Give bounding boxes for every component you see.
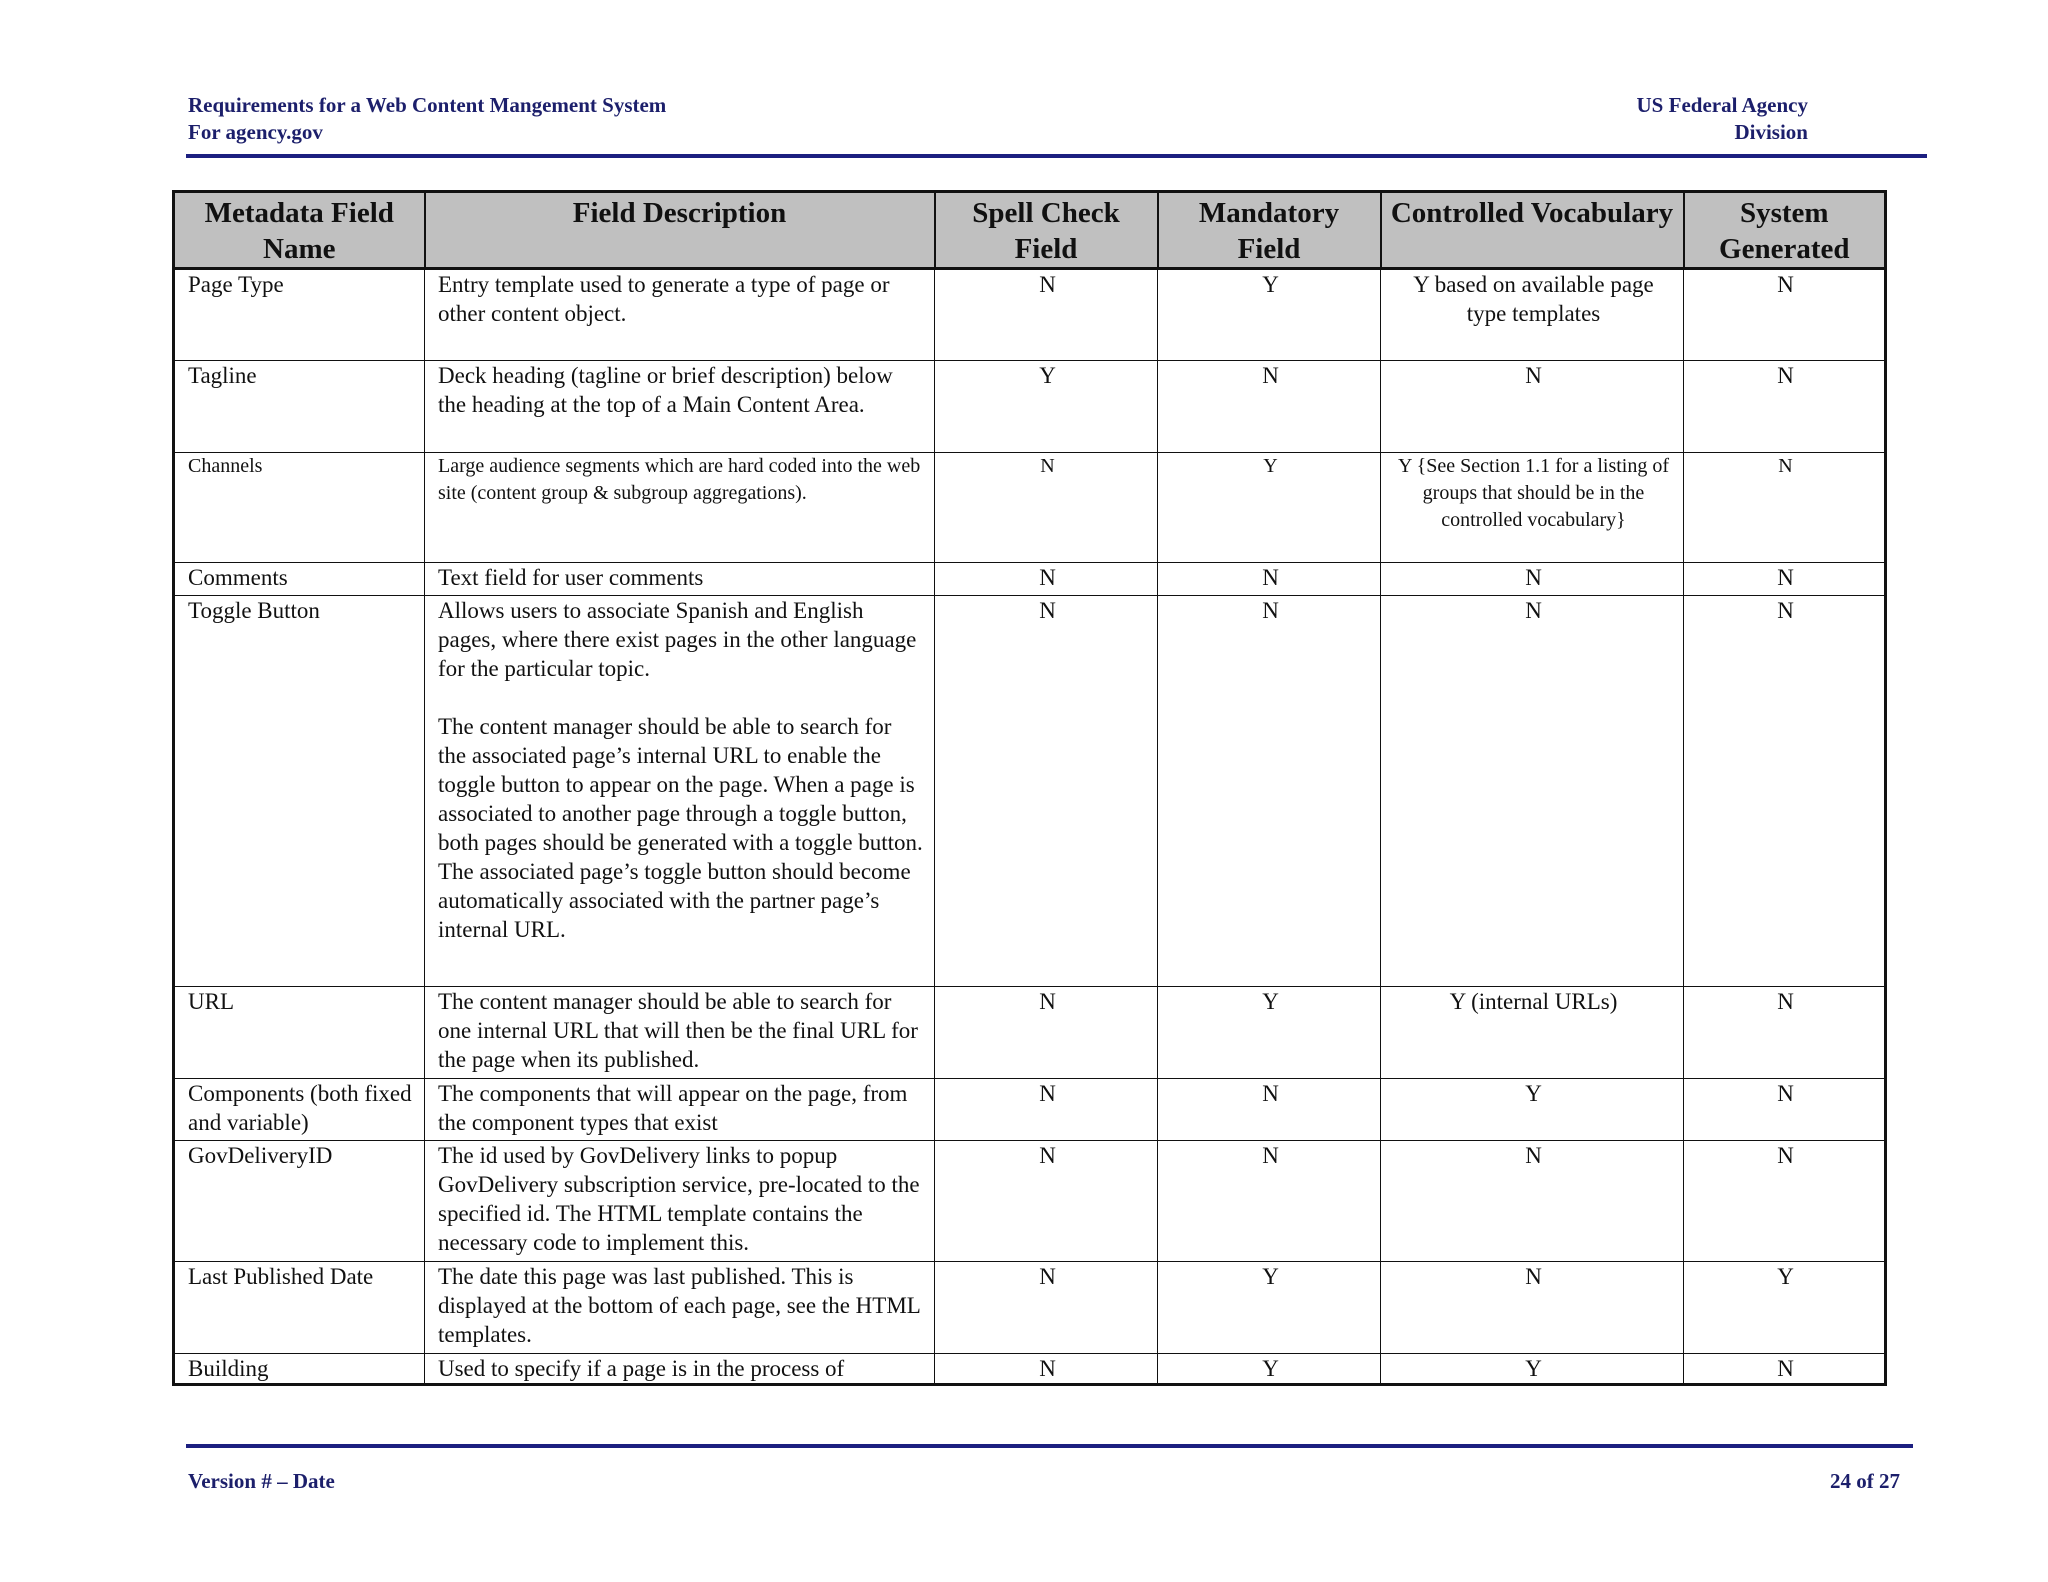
mandatory-cell: Y	[1158, 1354, 1381, 1385]
description-paragraph: The date this page was last published. This is displayed at the bottom of each page, see the HTML templates.	[438, 1264, 920, 1347]
field-name-cell: Toggle Button	[174, 596, 425, 987]
document-header-right	[1637, 92, 1808, 146]
spell-check-cell: N	[935, 269, 1158, 361]
system-generated-cell: N	[1684, 1079, 1886, 1141]
paragraph-gap	[438, 683, 924, 712]
controlled-vocabulary-cell: Y (internal URLs)	[1381, 987, 1684, 1079]
page-number: 24 of 27	[1830, 1469, 1900, 1493]
division-name: Division	[1734, 120, 1808, 144]
system-generated-cell: N	[1684, 453, 1886, 563]
description-paragraph: The id used by GovDelivery links to popup GovDelivery subscription service, pre-located to the specified id. The HTML template contains the necessary code to implement this.	[438, 1143, 920, 1255]
field-name-cell: GovDeliveryID	[174, 1141, 425, 1262]
field-description-cell	[425, 1262, 935, 1354]
field-description-cell	[425, 361, 935, 453]
table-row	[174, 596, 1886, 987]
system-generated-cell: N	[1684, 987, 1886, 1079]
column-header-mandatory: Mandatory Field	[1158, 192, 1381, 269]
system-generated-cell: Y	[1684, 1262, 1886, 1354]
spell-check-cell: N	[935, 1079, 1158, 1141]
table-row	[174, 1141, 1886, 1262]
table-row	[174, 563, 1886, 596]
footer-divider	[186, 1444, 1913, 1448]
description-paragraph: The content manager should be able to search for the associated page’s internal URL to enable the toggle button to appear on the page. When a page is associated to another page through a toggle button, both pages should be generated with a toggle button. The associated page’s toggle button should become automatically associated with the partner page’s internal URL.	[438, 714, 923, 942]
mandatory-cell: N	[1158, 596, 1381, 987]
controlled-vocabulary-cell: Y	[1381, 1079, 1684, 1141]
field-description-cell	[425, 563, 935, 596]
table-row	[174, 361, 1886, 453]
field-name-cell: Page Type	[174, 269, 425, 361]
controlled-vocabulary-cell: Y {See Section 1.1 for a listing of groups that should be in the controlled vocabulary}	[1381, 453, 1684, 563]
header-divider	[186, 154, 1927, 158]
table-row	[174, 1079, 1886, 1141]
table-header-row	[174, 192, 1886, 269]
system-generated-cell: N	[1684, 269, 1886, 361]
table-row	[174, 269, 1886, 361]
controlled-vocabulary-cell: N	[1381, 361, 1684, 453]
system-generated-cell: N	[1684, 563, 1886, 596]
field-description-cell	[425, 1079, 935, 1141]
description-paragraph: Allows users to associate Spanish and English pages, where there exist pages in the other language for the particular topic.	[438, 598, 917, 681]
mandatory-cell: Y	[1158, 453, 1381, 563]
controlled-vocabulary-cell: N	[1381, 596, 1684, 987]
description-paragraph: The components that will appear on the page, from the component types that exist	[438, 1081, 908, 1135]
description-paragraph: Used to specify if a page is in the process of	[438, 1356, 845, 1381]
document-subtitle: For agency.gov	[188, 120, 323, 144]
spell-check-cell: Y	[935, 361, 1158, 453]
version-date: Version # – Date	[188, 1469, 335, 1493]
field-name-cell: Last Published Date	[174, 1262, 425, 1354]
system-generated-cell: N	[1684, 596, 1886, 987]
controlled-vocabulary-cell: N	[1381, 563, 1684, 596]
field-name-cell: Comments	[174, 563, 425, 596]
spell-check-cell: N	[935, 596, 1158, 987]
table-row	[174, 1262, 1886, 1354]
column-header-field-name: Metadata Field Name	[174, 192, 425, 269]
field-name-cell: Tagline	[174, 361, 425, 453]
controlled-vocabulary-cell: Y	[1381, 1354, 1684, 1385]
spell-check-cell: N	[935, 453, 1158, 563]
table-row	[174, 453, 1886, 563]
controlled-vocabulary-cell: N	[1381, 1262, 1684, 1354]
column-header-system-generated: System Generated	[1684, 192, 1886, 269]
system-generated-cell: N	[1684, 1141, 1886, 1262]
field-description-cell	[425, 596, 935, 987]
column-header-field-description: Field Description	[425, 192, 935, 269]
description-paragraph: Deck heading (tagline or brief description) below the heading at the top of a Main Content Area.	[438, 363, 893, 417]
field-description-cell	[425, 1141, 935, 1262]
spell-check-cell: N	[935, 1141, 1158, 1262]
description-paragraph: Entry template used to generate a type of page or other content object.	[438, 272, 890, 326]
column-header-controlled-vocabulary: Controlled Vocabulary	[1381, 192, 1684, 269]
mandatory-cell: N	[1158, 1079, 1381, 1141]
mandatory-cell: Y	[1158, 269, 1381, 361]
spell-check-cell: N	[935, 987, 1158, 1079]
field-name-cell: Building	[174, 1354, 425, 1385]
agency-name: US Federal Agency	[1636, 93, 1808, 117]
field-description-cell	[425, 453, 935, 563]
field-description-cell	[425, 1354, 935, 1385]
table-row	[174, 987, 1886, 1079]
system-generated-cell: N	[1684, 1354, 1886, 1385]
field-name-cell: Channels	[174, 453, 425, 563]
document-title: Requirements for a Web Content Mangement System	[188, 93, 667, 117]
field-description-cell	[425, 269, 935, 361]
field-name-cell: Components (both fixed and variable)	[174, 1079, 425, 1141]
mandatory-cell: Y	[1158, 1262, 1381, 1354]
controlled-vocabulary-cell: Y based on available page type templates	[1381, 269, 1684, 361]
mandatory-cell: N	[1158, 563, 1381, 596]
field-description-cell	[425, 987, 935, 1079]
description-paragraph: The content manager should be able to search for one internal URL that will then be the final URL for the page when its published.	[438, 989, 918, 1072]
spell-check-cell: N	[935, 1354, 1158, 1385]
field-name-cell: URL	[174, 987, 425, 1079]
system-generated-cell: N	[1684, 361, 1886, 453]
mandatory-cell: N	[1158, 361, 1381, 453]
table-row	[174, 1354, 1886, 1385]
mandatory-cell: N	[1158, 1141, 1381, 1262]
description-paragraph: Text field for user comments	[438, 565, 704, 590]
mandatory-cell: Y	[1158, 987, 1381, 1079]
spell-check-cell: N	[935, 1262, 1158, 1354]
column-header-spell-check: Spell Check Field	[935, 192, 1158, 269]
controlled-vocabulary-cell: N	[1381, 1141, 1684, 1262]
document-header-left	[188, 92, 666, 146]
spell-check-cell: N	[935, 563, 1158, 596]
description-paragraph: Large audience segments which are hard coded into the web site (content group & subgroup aggregations).	[438, 455, 921, 504]
metadata-fields-table	[172, 190, 1887, 1386]
